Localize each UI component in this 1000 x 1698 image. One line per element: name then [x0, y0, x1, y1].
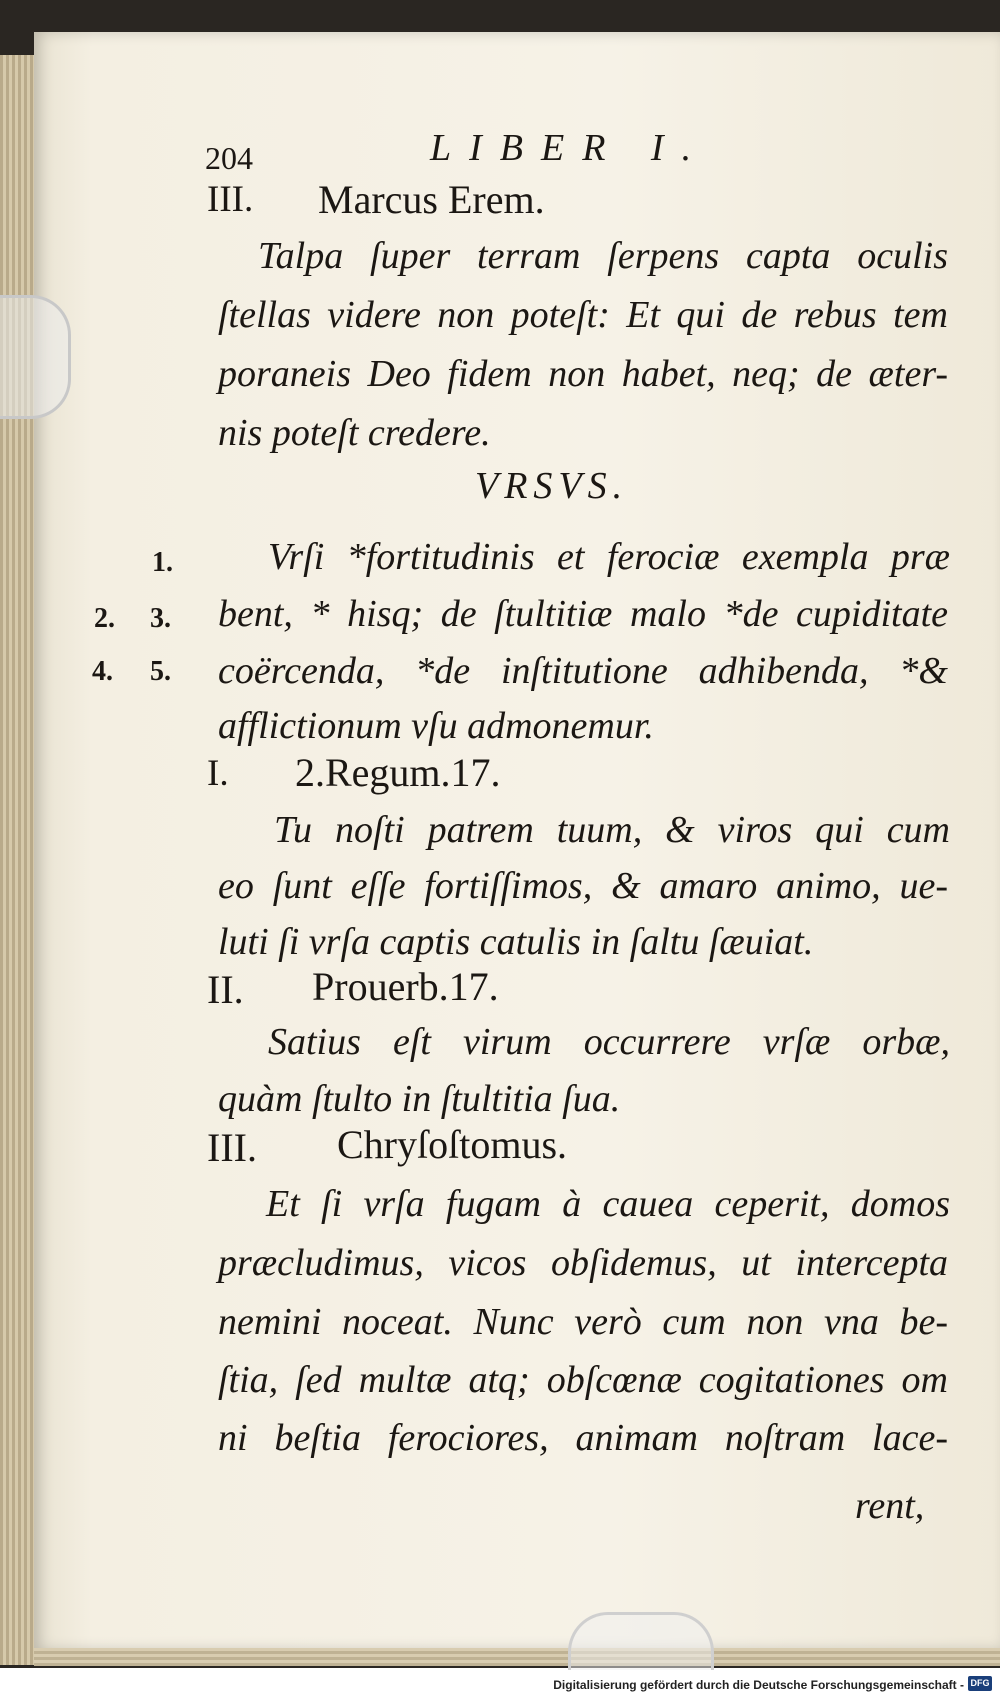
margin-number: 2. [94, 603, 115, 634]
book-bottom-edge [34, 1648, 1000, 1666]
footer-credit: Digitalisierung gefördert durch die Deutsche Forschungsgemeinschaft - [553, 1678, 964, 1692]
text-line: Talpa ſuper terram ſerpens capta oculis [258, 235, 948, 277]
text-line: ni beſtia ferociores, animam noſtram lace- [218, 1417, 948, 1459]
text-line: luti ſi vrſa captis catulis in ſaltu ſæuiat. [218, 921, 814, 963]
text-line: quàm ſtulto in ſtultitia ſua. [218, 1078, 621, 1120]
margin-number: 1. [152, 547, 173, 578]
entry-source: 2.Regum.17. [295, 750, 501, 795]
entry-numeral: II. [207, 967, 244, 1012]
entry-numeral: I. [207, 753, 229, 794]
text-line: afflictionum vſu admonemur. [218, 705, 654, 747]
margin-number: 3. [150, 603, 171, 634]
running-title: LIBER I. [430, 127, 710, 169]
entry-numeral: III. [207, 1125, 257, 1170]
chapter-title: VRSVS. [475, 465, 629, 507]
section-source: Marcus Erem. [318, 177, 545, 222]
text-line: præcludimus, vicos obſidemus, ut intercepta [218, 1242, 948, 1284]
margin-number: 5. [150, 656, 171, 687]
text-line: coërcenda, *de inſtitutione adhibenda, *& [218, 650, 948, 692]
text-line: Satius eſt virum occurrere vrſæ orbæ, [268, 1021, 950, 1063]
text-line: eo ſunt eſſe fortiſſimos, & amaro animo, ue- [218, 865, 948, 907]
dfg-logo: DFG [968, 1676, 992, 1691]
text-line: Tu noſti patrem tuum, & viros qui cum [274, 809, 950, 851]
entry-source: Prouerb.17. [312, 964, 499, 1009]
entry-source: Chryſoſtomus. [337, 1122, 568, 1167]
section-numeral: III. [207, 179, 254, 220]
text-line: Vrſi *fortitudinis et ferociæ exempla præ [268, 536, 950, 578]
catchword: rent, [855, 1485, 925, 1527]
text-line: nis poteſt credere. [218, 412, 491, 454]
text-line: poraneis Deo fidem non habet, neq; de æter- [218, 353, 948, 395]
page-number: 204 [205, 140, 253, 176]
page-clip-left [0, 295, 71, 419]
text-line: ſtellas videre non poteſt: Et qui de rebus tem [218, 294, 948, 336]
text-line: bent, * hisq; de ſtultitiæ malo *de cupiditate [218, 593, 948, 635]
text-line: Et ſi vrſa fugam à cauea ceperit, domos [266, 1183, 950, 1225]
margin-number: 4. [92, 656, 113, 687]
text-line: ſtia, ſed multæ atq; obſcœnæ cogitationes om [218, 1359, 948, 1401]
page-clip-bottom [568, 1612, 714, 1675]
digitization-footer [0, 1670, 1000, 1698]
text-line: nemini noceat. Nunc verò cum non vna be- [218, 1301, 948, 1343]
